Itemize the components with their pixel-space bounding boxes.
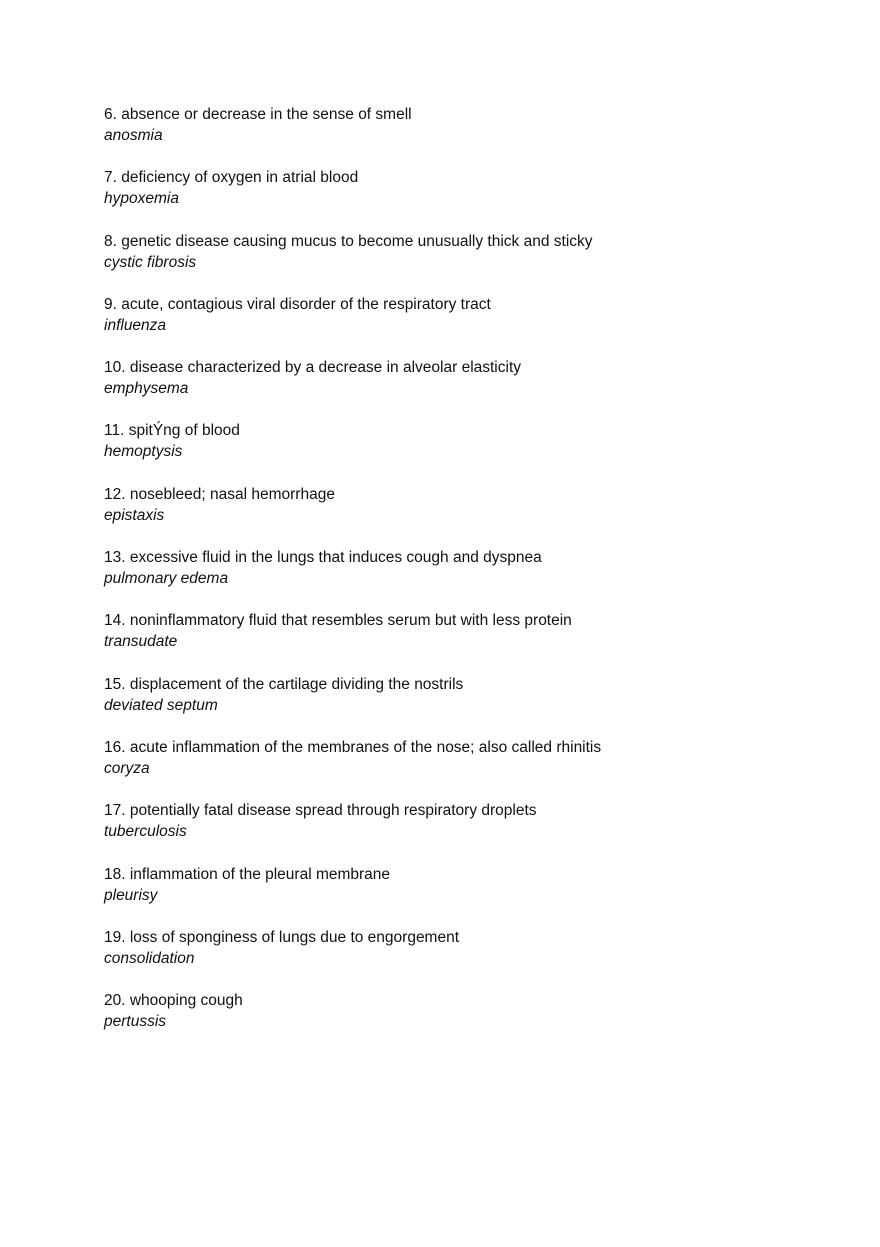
entry-definition: 10. disease characterized by a decrease in alveolar elasticity xyxy=(104,359,522,377)
glossary-entry xyxy=(104,990,804,1053)
glossary-entry xyxy=(104,927,804,990)
glossary-entry xyxy=(104,357,804,420)
entry-definition: 15. displacement of the cartilage dividing the nostrils xyxy=(104,675,464,693)
glossary-entry xyxy=(104,800,804,863)
entry-term: coryza xyxy=(104,759,150,777)
entry-definition: 19. loss of sponginess of lungs due to engorgement xyxy=(104,928,460,946)
entry-term: pertussis xyxy=(104,1013,167,1031)
glossary-entry xyxy=(104,484,804,547)
entry-term: epistaxis xyxy=(104,506,165,524)
glossary-entry xyxy=(104,547,804,610)
entry-term: cystic fibrosis xyxy=(104,253,197,271)
entry-definition: 12. nosebleed; nasal hemorrhage xyxy=(104,485,335,503)
entry-definition: 17. potentially fatal disease spread through respiratory droplets xyxy=(104,802,537,820)
glossary-entry xyxy=(104,737,804,800)
entry-term: hypoxemia xyxy=(104,190,179,208)
entry-term: deviated septum xyxy=(104,696,218,714)
glossary-entry xyxy=(104,674,804,737)
entry-term: influenza xyxy=(104,316,167,334)
entry-definition: 20. whooping cough xyxy=(104,992,243,1010)
entry-definition: 13. excessive fluid in the lungs that induces cough and dyspnea xyxy=(104,549,542,567)
glossary-entry xyxy=(104,864,804,927)
entry-definition: 16. acute inflammation of the membranes of the nose; also called rhinitis xyxy=(104,738,602,756)
entry-term: hemoptysis xyxy=(104,443,183,461)
entry-term: emphysema xyxy=(104,380,189,398)
glossary-entry xyxy=(104,167,804,230)
glossary-list xyxy=(104,104,804,1053)
entry-definition: 11. spitÝng of blood xyxy=(104,422,240,440)
glossary-entry xyxy=(104,420,804,483)
entry-term: transudate xyxy=(104,633,178,651)
entry-term: pulmonary edema xyxy=(104,570,229,588)
glossary-entry xyxy=(104,231,804,294)
glossary-entry xyxy=(104,294,804,357)
entry-term: consolidation xyxy=(104,949,195,967)
entry-definition: 14. noninflammatory fluid that resembles serum but with less protein xyxy=(104,612,572,630)
entry-term: tuberculosis xyxy=(104,823,187,841)
glossary-entry xyxy=(104,104,804,167)
entry-term: pleurisy xyxy=(104,886,158,904)
glossary-entry xyxy=(104,610,804,673)
entry-definition: 6. absence or decrease in the sense of smell xyxy=(104,106,412,123)
entry-definition: 7. deficiency of oxygen in atrial blood xyxy=(104,169,359,187)
entry-definition: 9. acute, contagious viral disorder of the respiratory tract xyxy=(104,295,491,313)
entry-term: anosmia xyxy=(104,127,163,144)
entry-definition: 8. genetic disease causing mucus to become unusually thick and sticky xyxy=(104,232,593,250)
entry-definition: 18. inflammation of the pleural membrane xyxy=(104,865,391,883)
